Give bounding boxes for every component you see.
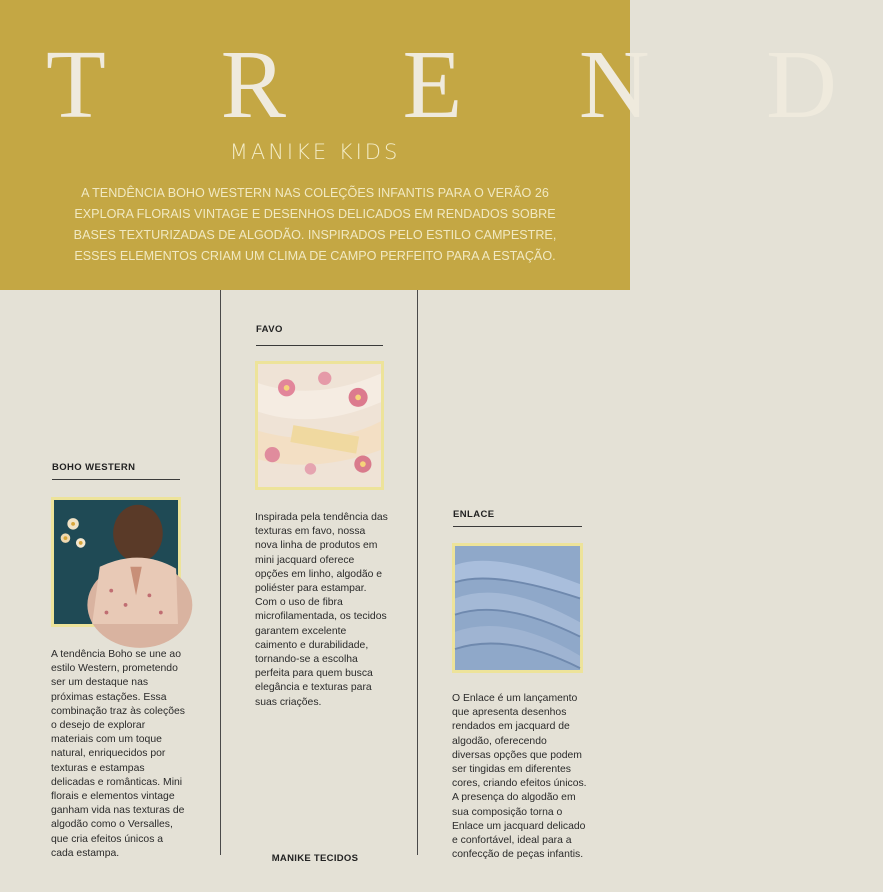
- favo-heading: FAVO: [256, 324, 283, 335]
- enlace-fabric-photo: [452, 543, 583, 673]
- enlace-heading: ENLACE: [453, 509, 495, 520]
- favo-fabric-photo: [255, 361, 384, 490]
- page-title: T R E N D: [46, 31, 883, 139]
- boho-western-photo: [51, 497, 181, 627]
- column-divider: [220, 290, 221, 855]
- boho-western-heading: BOHO WESTERN: [52, 462, 136, 473]
- footer-brand: MANIKE TECIDOS: [271, 853, 359, 864]
- favo-text: Inspirada pela tendência das texturas em favo, nossa nova linha de produtos em mini jacquard oferece opções em linho, algodão e poliéster para estampar. Com o uso de fibra microfilamentada, os tecidos garantem excelente caimento e durabilidade, tornando-se a escolha perfeita para quem busca elegância e texturas para suas criações.: [255, 512, 388, 708]
- brand-subtitle: MANIKE KIDS: [229, 140, 401, 164]
- heading-rule: [256, 345, 383, 346]
- header-banner: [0, 0, 883, 290]
- intro-paragraph: A TENDÊNCIA BOHO WESTERN NAS COLEÇÕES INFANTIS PARA O VERÃO 26 EXPLORA FLORAIS VINTAGE E DESENHOS DELICADOS EM RENDADOS SOBRE BASES TEXTURIZADAS DE ALGODÃO. INSPIRADOS PELO ESTILO CAMPESTRE, ESSES ELEMENTOS CRIAM UM CLIMA DE CAMPO PERFEITO PARA A ESTAÇÃO.: [73, 186, 557, 263]
- boho-western-text: A tendência Boho se une ao estilo Western, prometendo ser um destaque nas próximas estações. Essa combinação traz às coleções o desejo de explorar materiais com um toque natural, enriquecidos por texturas e estampas delicadas e românticas. Mini florais e elementos vintage ganham vida nas texturas de algodão como o Versalles, que cria efeitos únicos a cada estampa.: [51, 649, 185, 859]
- heading-rule: [453, 526, 582, 527]
- column-divider: [417, 290, 418, 855]
- heading-rule: [52, 479, 180, 480]
- enlace-text: O Enlace é um lançamento que apresenta desenhos rendados em jacquard de algodão, oferecendo diversas opções que podem ser tingidas em diferentes cores, criando efeitos únicos. A presença do algodão em sua composição torna o Enlace um jacquard delicado e confortável, ideal para a confecção de peças infantis.: [452, 693, 587, 861]
